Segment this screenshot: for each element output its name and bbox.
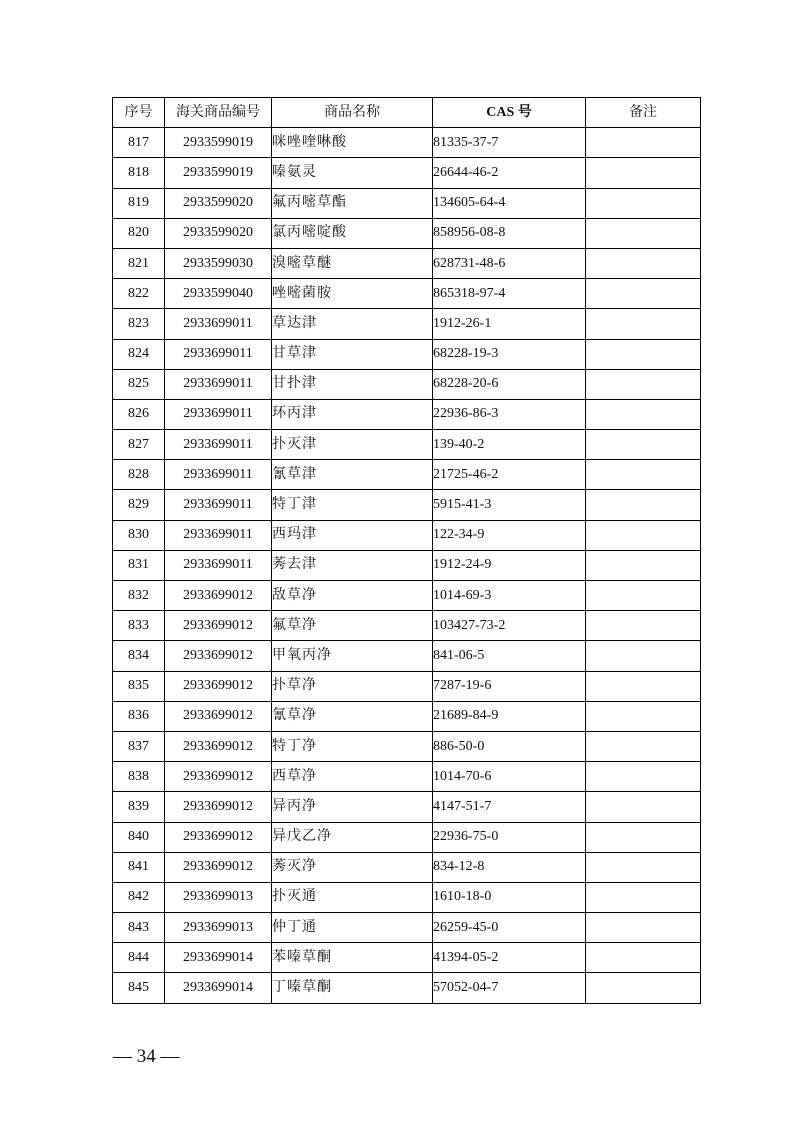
cell-cas: 81335-37-7 <box>433 128 586 158</box>
cell-seq: 828 <box>113 460 165 490</box>
cell-remark <box>586 671 701 701</box>
table-row <box>113 792 701 822</box>
cell-remark <box>586 973 701 1003</box>
cell-name: 氰草津 <box>272 460 433 490</box>
header-seq: 序号 <box>113 98 165 128</box>
table-row <box>113 943 701 973</box>
cell-code: 2933699011 <box>165 309 272 339</box>
cell-remark <box>586 822 701 852</box>
cell-code: 2933699011 <box>165 369 272 399</box>
cell-name: 氯丙嘧啶酸 <box>272 218 433 248</box>
cell-remark <box>586 248 701 278</box>
cell-name: 丁嗪草酮 <box>272 973 433 1003</box>
table-row <box>113 822 701 852</box>
cell-seq: 817 <box>113 128 165 158</box>
cell-cas: 68228-19-3 <box>433 339 586 369</box>
cell-remark <box>586 188 701 218</box>
cell-seq: 840 <box>113 822 165 852</box>
cell-cas: 68228-20-6 <box>433 369 586 399</box>
cell-code: 2933699012 <box>165 581 272 611</box>
cell-cas: 5915-41-3 <box>433 490 586 520</box>
cell-name: 草达津 <box>272 309 433 339</box>
cell-seq: 832 <box>113 581 165 611</box>
cell-code: 2933699013 <box>165 913 272 943</box>
cell-cas: 103427-73-2 <box>433 611 586 641</box>
cell-code: 2933699011 <box>165 430 272 460</box>
cell-seq: 841 <box>113 852 165 882</box>
table-row <box>113 430 701 460</box>
goods-table <box>112 97 701 1004</box>
table-row <box>113 550 701 580</box>
cell-remark <box>586 369 701 399</box>
cell-cas: 7287-19-6 <box>433 671 586 701</box>
cell-remark <box>586 701 701 731</box>
cell-seq: 821 <box>113 248 165 278</box>
cell-name: 西草净 <box>272 762 433 792</box>
cell-remark <box>586 309 701 339</box>
cell-name: 环丙津 <box>272 399 433 429</box>
cell-name: 氰草净 <box>272 701 433 731</box>
cell-name: 扑灭津 <box>272 430 433 460</box>
cell-remark <box>586 882 701 912</box>
table-row <box>113 248 701 278</box>
cell-seq: 818 <box>113 158 165 188</box>
cell-seq: 829 <box>113 490 165 520</box>
header-cas: CAS 号 <box>433 98 586 128</box>
cell-code: 2933699012 <box>165 852 272 882</box>
cell-name: 甘扑津 <box>272 369 433 399</box>
cell-seq: 823 <box>113 309 165 339</box>
cell-cas: 134605-64-4 <box>433 188 586 218</box>
cell-name: 扑灭通 <box>272 882 433 912</box>
cell-code: 2933699011 <box>165 550 272 580</box>
cell-cas: 1014-70-6 <box>433 762 586 792</box>
cell-remark <box>586 399 701 429</box>
cell-cas: 22936-86-3 <box>433 399 586 429</box>
cell-code: 2933699011 <box>165 460 272 490</box>
cell-code: 2933599020 <box>165 188 272 218</box>
page-number: — 34 — <box>113 1046 180 1067</box>
cell-remark <box>586 158 701 188</box>
table-row <box>113 762 701 792</box>
cell-seq: 833 <box>113 611 165 641</box>
cell-cas: 1610-18-0 <box>433 882 586 912</box>
cell-seq: 834 <box>113 641 165 671</box>
table-header-row <box>113 98 701 128</box>
cell-remark <box>586 430 701 460</box>
cell-cas: 26644-46-2 <box>433 158 586 188</box>
table-row <box>113 369 701 399</box>
header-name: 商品名称 <box>272 98 433 128</box>
cell-name: 仲丁通 <box>272 913 433 943</box>
cell-remark <box>586 218 701 248</box>
cell-remark <box>586 611 701 641</box>
cell-cas: 21725-46-2 <box>433 460 586 490</box>
table-row <box>113 671 701 701</box>
cell-seq: 820 <box>113 218 165 248</box>
cell-code: 2933699011 <box>165 399 272 429</box>
table-row <box>113 701 701 731</box>
cell-remark <box>586 550 701 580</box>
cell-code: 2933599019 <box>165 128 272 158</box>
cell-seq: 831 <box>113 550 165 580</box>
cell-code: 2933599020 <box>165 218 272 248</box>
cell-seq: 825 <box>113 369 165 399</box>
cell-code: 2933699014 <box>165 943 272 973</box>
cell-code: 2933599019 <box>165 158 272 188</box>
cell-remark <box>586 852 701 882</box>
table-row <box>113 339 701 369</box>
cell-seq: 822 <box>113 279 165 309</box>
table-row <box>113 188 701 218</box>
cell-cas: 57052-04-7 <box>433 973 586 1003</box>
table-row <box>113 520 701 550</box>
cell-seq: 845 <box>113 973 165 1003</box>
table-row <box>113 641 701 671</box>
cell-code: 2933699012 <box>165 731 272 761</box>
cell-code: 2933699011 <box>165 490 272 520</box>
table-row <box>113 882 701 912</box>
cell-cas: 26259-45-0 <box>433 913 586 943</box>
table-row <box>113 309 701 339</box>
cell-code: 2933699012 <box>165 671 272 701</box>
cell-name: 咪唑喹啉酸 <box>272 128 433 158</box>
cell-remark <box>586 731 701 761</box>
cell-name: 扑草净 <box>272 671 433 701</box>
cell-cas: 41394-05-2 <box>433 943 586 973</box>
cell-seq: 835 <box>113 671 165 701</box>
cell-name: 西玛津 <box>272 520 433 550</box>
cell-remark <box>586 943 701 973</box>
cell-seq: 838 <box>113 762 165 792</box>
cell-code: 2933699012 <box>165 822 272 852</box>
cell-remark <box>586 641 701 671</box>
cell-remark <box>586 581 701 611</box>
cell-cas: 865318-97-4 <box>433 279 586 309</box>
table-row <box>113 128 701 158</box>
cell-seq: 819 <box>113 188 165 218</box>
cell-seq: 837 <box>113 731 165 761</box>
cell-code: 2933599040 <box>165 279 272 309</box>
cell-cas: 122-34-9 <box>433 520 586 550</box>
cell-name: 敌草净 <box>272 581 433 611</box>
cell-seq: 839 <box>113 792 165 822</box>
cell-remark <box>586 339 701 369</box>
table-row <box>113 218 701 248</box>
cell-cas: 841-06-5 <box>433 641 586 671</box>
cell-seq: 824 <box>113 339 165 369</box>
cell-seq: 827 <box>113 430 165 460</box>
cell-remark <box>586 520 701 550</box>
table-row <box>113 973 701 1003</box>
cell-cas: 139-40-2 <box>433 430 586 460</box>
cell-name: 氟丙嘧草酯 <box>272 188 433 218</box>
cell-name: 嗪氨灵 <box>272 158 433 188</box>
cell-cas: 21689-84-9 <box>433 701 586 731</box>
cell-code: 2933699012 <box>165 701 272 731</box>
cell-seq: 836 <box>113 701 165 731</box>
cell-remark <box>586 128 701 158</box>
cell-code: 2933699011 <box>165 339 272 369</box>
table-row <box>113 460 701 490</box>
cell-code: 2933699012 <box>165 792 272 822</box>
cell-name: 莠去津 <box>272 550 433 580</box>
header-remark: 备注 <box>586 98 701 128</box>
header-code: 海关商品编号 <box>165 98 272 128</box>
cell-code: 2933699011 <box>165 520 272 550</box>
cell-cas: 22936-75-0 <box>433 822 586 852</box>
cell-name: 氟草净 <box>272 611 433 641</box>
table-row <box>113 399 701 429</box>
cell-cas: 1912-26-1 <box>433 309 586 339</box>
cell-remark <box>586 762 701 792</box>
cell-remark <box>586 792 701 822</box>
cell-name: 唑嘧菌胺 <box>272 279 433 309</box>
cell-cas: 628731-48-6 <box>433 248 586 278</box>
cell-name: 异丙净 <box>272 792 433 822</box>
cell-seq: 842 <box>113 882 165 912</box>
cell-name: 异戊乙净 <box>272 822 433 852</box>
cell-name: 溴嘧草醚 <box>272 248 433 278</box>
table-row <box>113 158 701 188</box>
cell-seq: 830 <box>113 520 165 550</box>
cell-remark <box>586 490 701 520</box>
cell-cas: 886-50-0 <box>433 731 586 761</box>
cell-name: 甲氧丙净 <box>272 641 433 671</box>
cell-remark <box>586 460 701 490</box>
cell-seq: 843 <box>113 913 165 943</box>
cell-cas: 1014-69-3 <box>433 581 586 611</box>
cell-name: 特丁净 <box>272 731 433 761</box>
table-row <box>113 279 701 309</box>
cell-code: 2933599030 <box>165 248 272 278</box>
cell-code: 2933699014 <box>165 973 272 1003</box>
table-row <box>113 581 701 611</box>
cell-remark <box>586 913 701 943</box>
table-row <box>113 611 701 641</box>
cell-name: 苯嗪草酮 <box>272 943 433 973</box>
cell-cas: 1912-24-9 <box>433 550 586 580</box>
table-row <box>113 490 701 520</box>
table-row <box>113 731 701 761</box>
cell-seq: 844 <box>113 943 165 973</box>
cell-name: 莠灭净 <box>272 852 433 882</box>
table-row <box>113 913 701 943</box>
cell-cas: 834-12-8 <box>433 852 586 882</box>
cell-code: 2933699012 <box>165 641 272 671</box>
cell-code: 2933699012 <box>165 611 272 641</box>
cell-name: 特丁津 <box>272 490 433 520</box>
cell-code: 2933699012 <box>165 762 272 792</box>
cell-cas: 858956-08-8 <box>433 218 586 248</box>
cell-seq: 826 <box>113 399 165 429</box>
cell-name: 甘草津 <box>272 339 433 369</box>
cell-cas: 4147-51-7 <box>433 792 586 822</box>
cell-remark <box>586 279 701 309</box>
cell-code: 2933699013 <box>165 882 272 912</box>
table-row <box>113 852 701 882</box>
